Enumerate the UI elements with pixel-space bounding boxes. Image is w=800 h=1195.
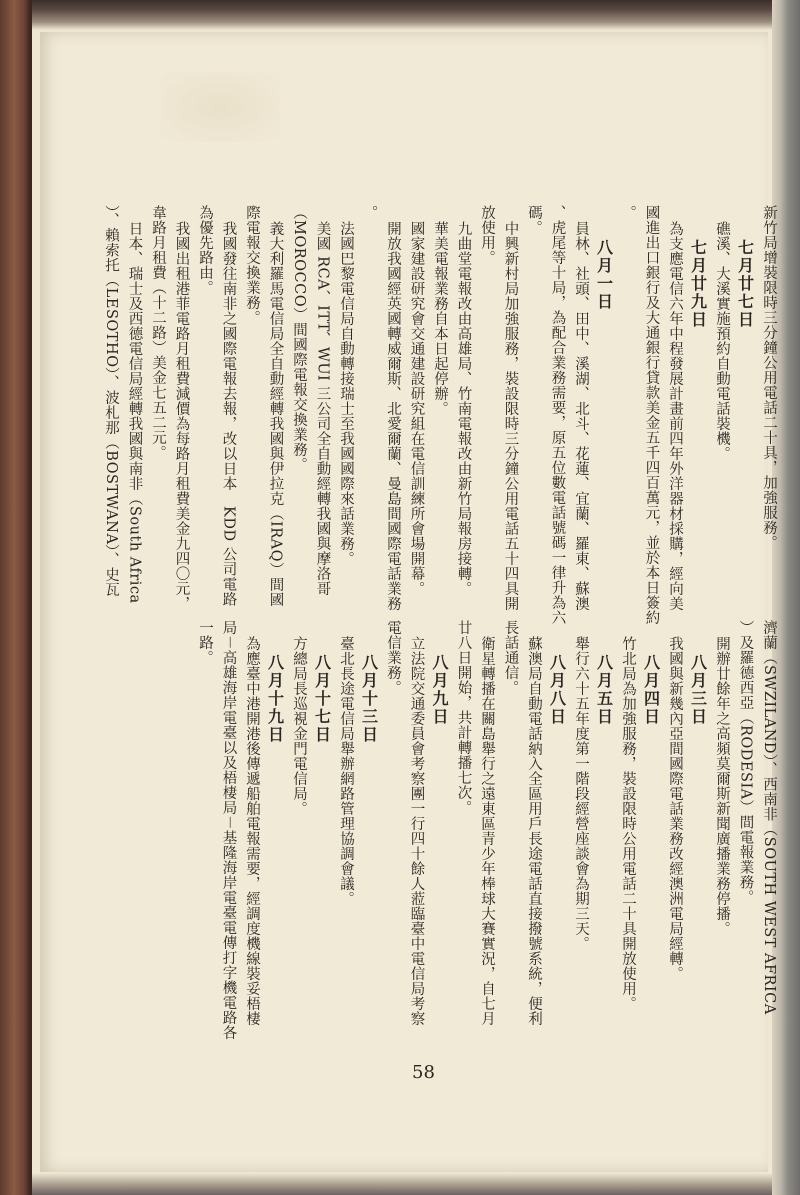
text-line: 九曲堂電報改由高雄局、竹南電報改由新竹局報房接轉。 bbox=[455, 221, 472, 596]
date-heading: 八月三日 bbox=[688, 654, 708, 726]
text-line: 我國出租港菲電路月租費減價為每路月租費美金九四〇元， bbox=[173, 221, 190, 611]
text-line: 中興新村局加強服務，裝設限時三分鐘公用電話五十四具開 bbox=[502, 221, 519, 611]
text-line: 廿八日開始，共計轉播七次。 bbox=[455, 620, 472, 815]
text-line: 蘇澳局自動電話納入全區用戶長途電話直接撥號系統，便利 bbox=[526, 636, 542, 1026]
text-line: 竹北局為加強服務，裝設限時公用電話二十具開放使用。 bbox=[620, 636, 636, 1011]
date-heading: 八月一日 bbox=[594, 239, 614, 311]
date-heading: 八月十七日 bbox=[312, 654, 332, 744]
date-heading: 八月十九日 bbox=[265, 654, 285, 744]
date-heading: 八月八日 bbox=[547, 654, 567, 726]
text-line: 濟蘭（SWZILAND）、西南非（SOUTH WEST AFRICA bbox=[761, 620, 777, 1015]
text-block-upper bbox=[40, 205, 780, 675]
text-line: 華美電報業務自本日起停辦。 bbox=[432, 221, 448, 416]
text-line: 一路。 bbox=[197, 620, 213, 665]
text-line: 長話通信。 bbox=[502, 620, 519, 695]
text-line: 員林、社頭、田中、溪湖、北斗、花蓮、宜蘭、羅東、蘇澳 bbox=[573, 221, 589, 611]
text-line: 碼。 bbox=[526, 205, 542, 235]
date-heading: 七月廿七日 bbox=[735, 239, 755, 329]
text-line: 。 bbox=[620, 205, 636, 220]
date-heading: 八月九日 bbox=[430, 654, 449, 726]
text-line: 局－高雄海岸電臺以及梧棲局－基隆海岸電臺電傳打字機電路各 bbox=[220, 620, 237, 1040]
text-line: 美國 RCA、ITT、WUI 三公司全自動經轉我國與摩洛哥 bbox=[314, 221, 331, 597]
date-heading: 八月四日 bbox=[641, 654, 661, 726]
text-line: 。 bbox=[361, 205, 378, 220]
text-line: 韋路月租費（十二路）美金七五二元。 bbox=[150, 205, 166, 460]
text-line: 我國與新幾內亞間國際電話業務改經澳洲電局經轉。 bbox=[667, 636, 683, 981]
text-line: 際電報交換業務。 bbox=[244, 205, 260, 325]
text-line: 為應臺中港開港後傳遞船舶電報需要，經調度機線裝妥梧棲 bbox=[244, 636, 260, 1026]
text-line: 國家建設研究會交通建設研究組在電信訓練所會場開幕。 bbox=[408, 221, 425, 596]
text-block-lower bbox=[40, 620, 780, 1090]
book-bottom-edge bbox=[32, 1173, 772, 1195]
text-line: 法國巴黎電信局自動轉接瑞士至我國國際來話業務。 bbox=[338, 221, 354, 566]
text-line: 為優先路由。 bbox=[197, 205, 213, 295]
text-line: 義大利羅馬電信局全自動經轉我國與伊拉克（IRAQ）間國 bbox=[267, 221, 284, 608]
text-line: 放使用。 bbox=[479, 205, 495, 265]
paper-stain bbox=[160, 72, 280, 142]
text-line: ）及羅德西亞（RODESIA）間電報業務。 bbox=[737, 620, 754, 905]
text-line: 礁溪、大溪實施預約自動電話裝機。 bbox=[714, 221, 730, 461]
text-line: （MOROCCO）間國際電報交換業務。 bbox=[291, 205, 307, 473]
text-line: 我國發往南非之國際電報去報，改以日本 KDD 公司電路 bbox=[220, 221, 237, 607]
text-line: 開辦廿餘年之高頻莫爾斯新聞廣播業務停播。 bbox=[714, 636, 730, 936]
text-line: 為支應電信六年中程發展計畫前四年外洋器材採購，經向美 bbox=[667, 221, 683, 611]
text-line: 衛星轉播在關島舉行之遠東區青少年棒球大賽實況，自七月 bbox=[479, 636, 495, 1026]
text-line: 、虎尾等十局，為配合業務需要，原五位數電話號碼一律升為六 bbox=[549, 205, 566, 625]
page-number: 58 bbox=[412, 1062, 435, 1083]
text-line: ）、賴索托（LESOTHO）、波札那（BOSTWANA）、史瓦 bbox=[103, 205, 119, 598]
text-line: 電信業務。 bbox=[385, 620, 401, 695]
text-line: 日本、瑞士及西德電信局經轉我國與南非（South Africa bbox=[126, 221, 143, 604]
date-heading: 七月廿九日 bbox=[688, 239, 708, 329]
book-top-edge bbox=[32, 0, 772, 30]
text-line: 新竹局增裝限時三分鐘公用電話二十具，加強服務。 bbox=[761, 205, 777, 550]
date-heading: 八月十三日 bbox=[359, 654, 379, 744]
text-line: 方總局長巡視金門電信局。 bbox=[291, 636, 307, 816]
text-line: 立法院交通委員會考察團一行四十餘人蒞臨臺中電信局考察 bbox=[408, 636, 425, 1026]
date-heading: 八月五日 bbox=[594, 654, 614, 726]
text-line: 臺北長途電信局舉辦網路管理協調會議。 bbox=[338, 636, 354, 906]
text-line: 開放我國經英國轉威爾斯、北愛爾蘭、曼島間國際電話業務 bbox=[385, 221, 401, 611]
text-line: 舉行六十五年度第一階段經營座談會為期三天。 bbox=[573, 636, 589, 951]
text-line: 國進出口銀行及大通銀行貸款美金五千四百萬元，並於本日簽約 bbox=[643, 205, 660, 625]
